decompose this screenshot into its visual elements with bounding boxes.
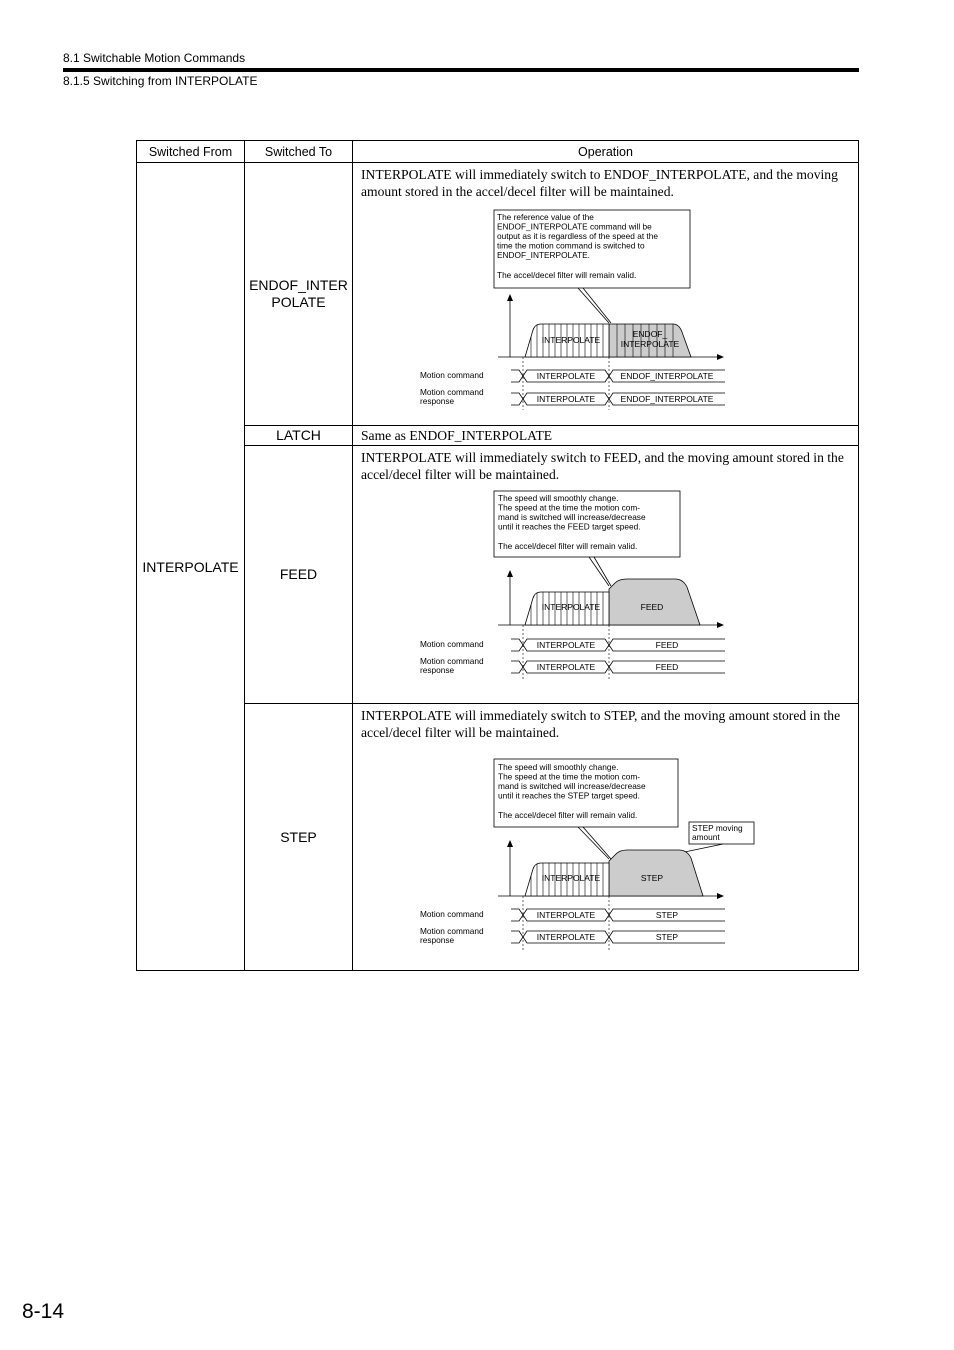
callout-pointer xyxy=(589,557,609,586)
timing-label: Motion command xyxy=(420,370,484,380)
timing-label: Motion command xyxy=(420,909,484,919)
switched-from-cell: INTERPOLATE xyxy=(137,163,245,971)
callout-line: mand is switched will increase/decrease xyxy=(498,781,646,791)
timing-label: Motion command xyxy=(420,926,484,936)
resp-value: FEED xyxy=(655,662,679,672)
operation-text: INTERPOLATE will immediately switch to FEED, and the moving amount stored in the accel/decel filter will be maintained. xyxy=(361,450,844,482)
timing-diagram-step xyxy=(353,741,857,969)
callout-line: The speed at the time the motion com- xyxy=(498,502,641,513)
timing-diagram-feed xyxy=(353,483,857,703)
timing-label: Motion command xyxy=(420,387,484,397)
step-note-line: amount xyxy=(692,832,720,842)
cmd-value: STEP xyxy=(655,910,679,920)
callout-line: The speed will smoothly change. xyxy=(498,762,619,772)
y-axis-arrow xyxy=(507,294,513,301)
timing-label: response xyxy=(420,935,455,945)
callout-line: ENDOF_INTERPOLATE. xyxy=(497,250,590,260)
callout-text xyxy=(498,762,646,820)
operation-text: INTERPOLATE will immediately switch to STEP, and the moving amount stored in the accel/decel filter will be maintained. xyxy=(361,708,841,740)
operation-cell-latch xyxy=(353,426,859,446)
y-axis-arrow xyxy=(507,570,513,577)
callout-line: mand is switched will increase/decrease xyxy=(498,512,646,522)
region-label: INTERPOLATE xyxy=(541,873,601,883)
x-axis-arrow xyxy=(717,622,724,628)
region-label: INTERPOLATE xyxy=(541,335,601,345)
x-axis-arrow xyxy=(717,893,724,899)
region-label: ENDOF_ xyxy=(632,329,668,339)
x-axis-arrow xyxy=(717,354,724,360)
col-header-switched-from: Switched From xyxy=(137,141,245,163)
y-axis-arrow xyxy=(507,840,513,847)
to-line: POLATE xyxy=(271,294,326,310)
callout-line: The speed will smoothly change. xyxy=(498,493,619,503)
callout-line: until it reaches the FEED target speed. xyxy=(498,521,641,532)
cmd-value: INTERPOLATE xyxy=(536,371,596,381)
resp-value: INTERPOLATE xyxy=(536,932,596,942)
timing-diagram-endof xyxy=(353,200,857,425)
region-label: STEP xyxy=(640,873,664,883)
callout-line: The speed at the time the motion com- xyxy=(498,771,641,782)
callout-pointer xyxy=(578,288,609,323)
switching-table xyxy=(136,140,859,971)
timing-label: Motion command xyxy=(420,656,484,666)
to-line: ENDOF_INTER xyxy=(249,277,348,293)
operation-text: Same as ENDOF_INTERPOLATE xyxy=(361,427,553,443)
resp-value: INTERPOLATE xyxy=(536,662,596,672)
operation-cell-endof xyxy=(353,163,859,426)
resp-value: INTERPOLATE xyxy=(536,394,596,404)
page-number: 8-14 xyxy=(22,1300,65,1323)
operation-cell-step xyxy=(353,704,859,971)
cmd-value: FEED xyxy=(655,640,679,650)
cmd-value: ENDOF_INTERPOLATE xyxy=(620,371,714,381)
cmd-value: INTERPOLATE xyxy=(536,640,596,650)
switched-to-feed: FEED xyxy=(245,446,353,704)
callout-pointer xyxy=(583,288,611,323)
callout-line: time the motion command is switched to xyxy=(497,240,645,251)
subsection-header: 8.1.5 Switching from INTERPOLATE xyxy=(63,74,258,88)
cmd-value: INTERPOLATE xyxy=(536,910,596,920)
switched-to-latch: LATCH xyxy=(245,426,353,446)
callout-line: ENDOF_INTERPOLATE command will be xyxy=(497,221,652,232)
callout-line: The accel/decel filter will remain valid. xyxy=(497,270,637,280)
col-header-switched-to: Switched To xyxy=(245,141,353,163)
callout-line: The accel/decel filter will remain valid. xyxy=(498,810,638,820)
region-label: INTERPOLATE xyxy=(620,339,680,349)
operation-text: INTERPOLATE will immediately switch to ENDOF_INTERPOLATE, and the moving amount stored in the accel/decel filter will be maintained. xyxy=(361,167,838,199)
switched-to-endof-interpolate xyxy=(245,163,353,426)
callout-line: output as it is regardless of the speed at the xyxy=(497,231,658,241)
callout-line: until it reaches the STEP target speed. xyxy=(498,790,640,801)
callout-text xyxy=(498,493,646,551)
callout-line: The reference value of the xyxy=(497,212,594,222)
switched-to-step: STEP xyxy=(245,704,353,971)
timing-label: Motion command xyxy=(420,639,484,649)
section-header: 8.1 Switchable Motion Commands xyxy=(63,51,246,65)
step-note-line: STEP moving xyxy=(692,823,743,833)
col-header-operation: Operation xyxy=(353,141,859,163)
operation-cell-feed xyxy=(353,446,859,704)
timing-label: response xyxy=(420,665,455,675)
callout-pointer xyxy=(594,557,611,586)
resp-value: STEP xyxy=(655,932,679,942)
header-rule xyxy=(63,68,859,72)
resp-value: ENDOF_INTERPOLATE xyxy=(620,394,714,404)
timing-label: response xyxy=(420,396,455,406)
callout-text xyxy=(497,212,658,280)
region-label: INTERPOLATE xyxy=(541,602,601,612)
callout-line: The accel/decel filter will remain valid. xyxy=(498,541,638,551)
region-label: FEED xyxy=(640,602,664,612)
callout-pointer xyxy=(583,827,611,859)
callout-pointer xyxy=(578,827,609,859)
